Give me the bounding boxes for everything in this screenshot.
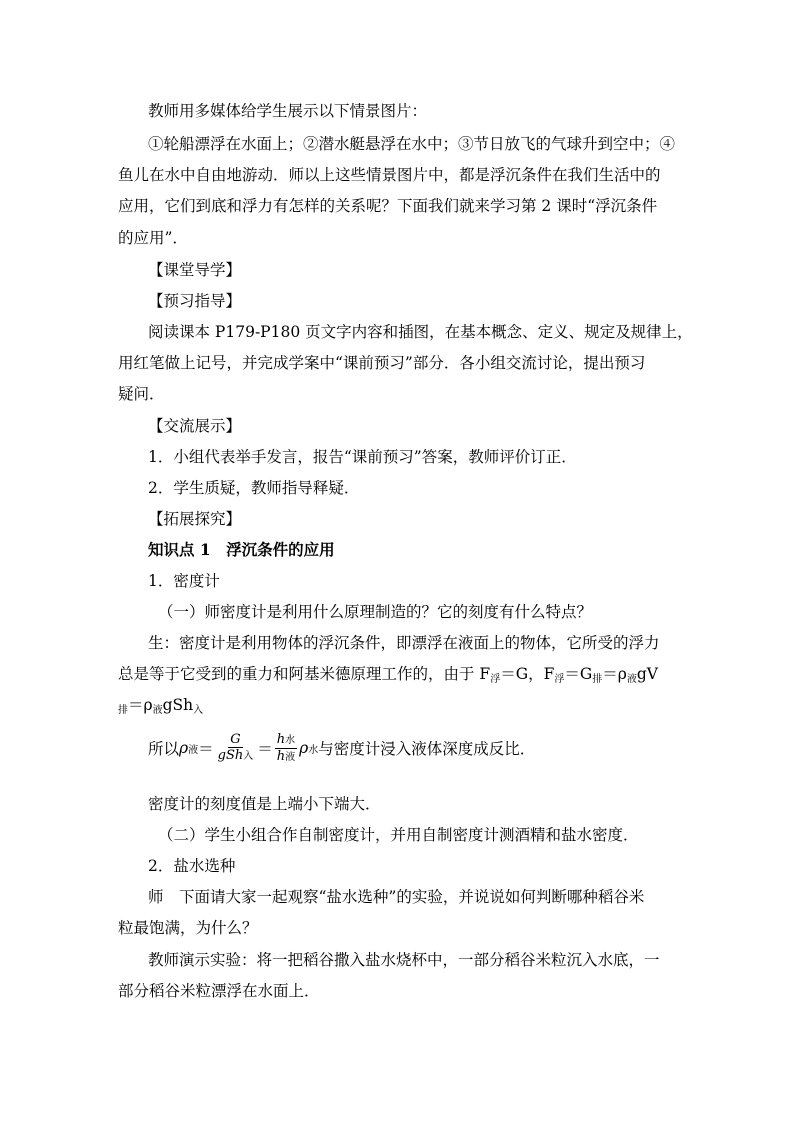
- paragraph-1-line-2: 鱼儿在水中自由地游动．师以上这些情景图片中，都是浮沉条件在我们生活中的: [118, 166, 661, 184]
- formula-eq-1: ＝: [198, 740, 214, 758]
- fraction-2-numerator: [275, 732, 297, 749]
- fraction-2-num-sub: 水: [285, 734, 296, 746]
- fraction-1-numerator: G: [230, 732, 241, 747]
- answer-line-2: [118, 664, 678, 690]
- exchange-item-2: 2．学生质疑，教师指导释疑．: [148, 479, 360, 497]
- formula-prefix: 所以: [148, 740, 180, 758]
- answer-line-3-end: gSh: [162, 696, 194, 714]
- paragraph-4-line-1: 教师演示实验：将一把稻谷撒入盐水烧杯中，一部分稻谷米粒沉入水底，一: [148, 951, 660, 969]
- question-2: （二）学生小组合作自制密度计，并用自制密度计测酒精和盐水密度．: [158, 826, 639, 844]
- density-formula: [148, 726, 535, 770]
- fraction-1-den-text: gSh: [217, 748, 244, 763]
- sub-immersed: 入: [193, 705, 204, 716]
- paragraph-2-line-3: 疑问．: [118, 385, 165, 403]
- heading-classroom-guide: 【课堂导学】: [148, 261, 242, 279]
- answer-line-3: [118, 695, 678, 721]
- paragraph-1-line-4: 的应用”．: [118, 229, 188, 247]
- paragraph-3-line-1: 师 下面请大家一起观察“盐水选种”的实验，并说说如何判断哪种稻谷米: [148, 888, 645, 906]
- intro-text: 教师用多媒体给学生展示以下情景图片：: [148, 102, 428, 120]
- formula-rho: ρ: [179, 739, 189, 757]
- exchange-item-1: 1．小组代表举手发言，报告“课前预习”答案，教师评价订正．: [148, 448, 577, 466]
- sub-liquid-2: 液: [152, 705, 163, 716]
- answer-line-2-mid2: ＝G: [564, 665, 593, 683]
- fraction-2-denominator: [275, 749, 297, 765]
- formula-eq-2: ＝: [257, 740, 273, 758]
- heading-preview-guide: 【预习指导】: [148, 292, 242, 310]
- fraction-g-over-gsh: [216, 732, 256, 764]
- item-1-hydrometer: 1．密度计: [148, 572, 220, 590]
- answer-line-1: 生：密度计是利用物体的浮沉条件，即漂浮在液面上的物体，它所受的浮力: [148, 634, 660, 652]
- sub-liquid-1: 液: [626, 674, 637, 685]
- fraction-h-ratio: [275, 732, 297, 765]
- answer-line-3-mid: ＝ρ: [128, 696, 153, 714]
- paragraph-1-line-3: 应用，它们到底和浮力有怎样的关系呢？下面我们就来学习第 2 课时“浮沉条件: [118, 197, 658, 215]
- heading-exchange: 【交流展示】: [148, 417, 242, 435]
- heading-expand: 【拓展探究】: [148, 510, 242, 528]
- formula-rho-sub: 液: [188, 744, 199, 756]
- answer-line-2-mid3: ＝ρ: [602, 665, 627, 683]
- fraction-1-den-sub: 入: [243, 751, 254, 762]
- fraction-1-denominator: [216, 748, 256, 764]
- answer-line-2-text: 总是等于它受到的重力和阿基米德原理工作的，由于 F: [118, 665, 491, 683]
- formula-suffix: 与密度计浸入液体深度成反比．: [318, 740, 536, 758]
- paragraph-2-line-2: 用红笔做上记号，并完成学案中“课前预习”部分．各小组交流讨论，提出预习: [118, 354, 646, 372]
- sub-buoyancy-1: 浮: [490, 674, 501, 685]
- paragraph-3-line-2: 粒最饱满，为什么？: [118, 919, 258, 937]
- sub-displaced-2: 排: [118, 705, 128, 716]
- paragraph-1-line-1: ①轮船漂浮在水面上；②潜水艇悬浮在水中；③节日放飞的气球升到空中；④: [148, 135, 676, 153]
- fraction-2-den-sub: 液: [285, 751, 296, 763]
- item-2-salt-water-selection: 2．盐水选种: [148, 857, 236, 875]
- answer-line-2-mid: ＝G，F: [500, 665, 555, 683]
- formula-rho-water-sub: 水: [308, 744, 319, 756]
- scale-statement: 密度计的刻度值是上端小下端大．: [148, 795, 381, 813]
- paragraph-2-line-1: 阅读课本 P179-P180 页文字内容和插图，在基本概念、定义、规定及规律上，: [148, 323, 693, 341]
- knowledge-point-1: 知识点 1 浮沉条件的应用: [148, 540, 335, 559]
- paragraph-4-line-2: 部分稻谷米粒漂浮在水面上．: [118, 982, 320, 1000]
- question-1: （一）师密度计是利用什么原理制造的？它的刻度有什么特点？: [158, 603, 593, 621]
- sub-displaced-1: 排: [592, 674, 603, 685]
- answer-line-2-end: gV: [636, 665, 658, 683]
- formula-rho-water: ρ: [299, 739, 309, 757]
- sub-buoyancy-2: 浮: [554, 674, 565, 685]
- fraction-2-num-text: h: [276, 731, 286, 747]
- fraction-2-den-text: h: [276, 748, 286, 764]
